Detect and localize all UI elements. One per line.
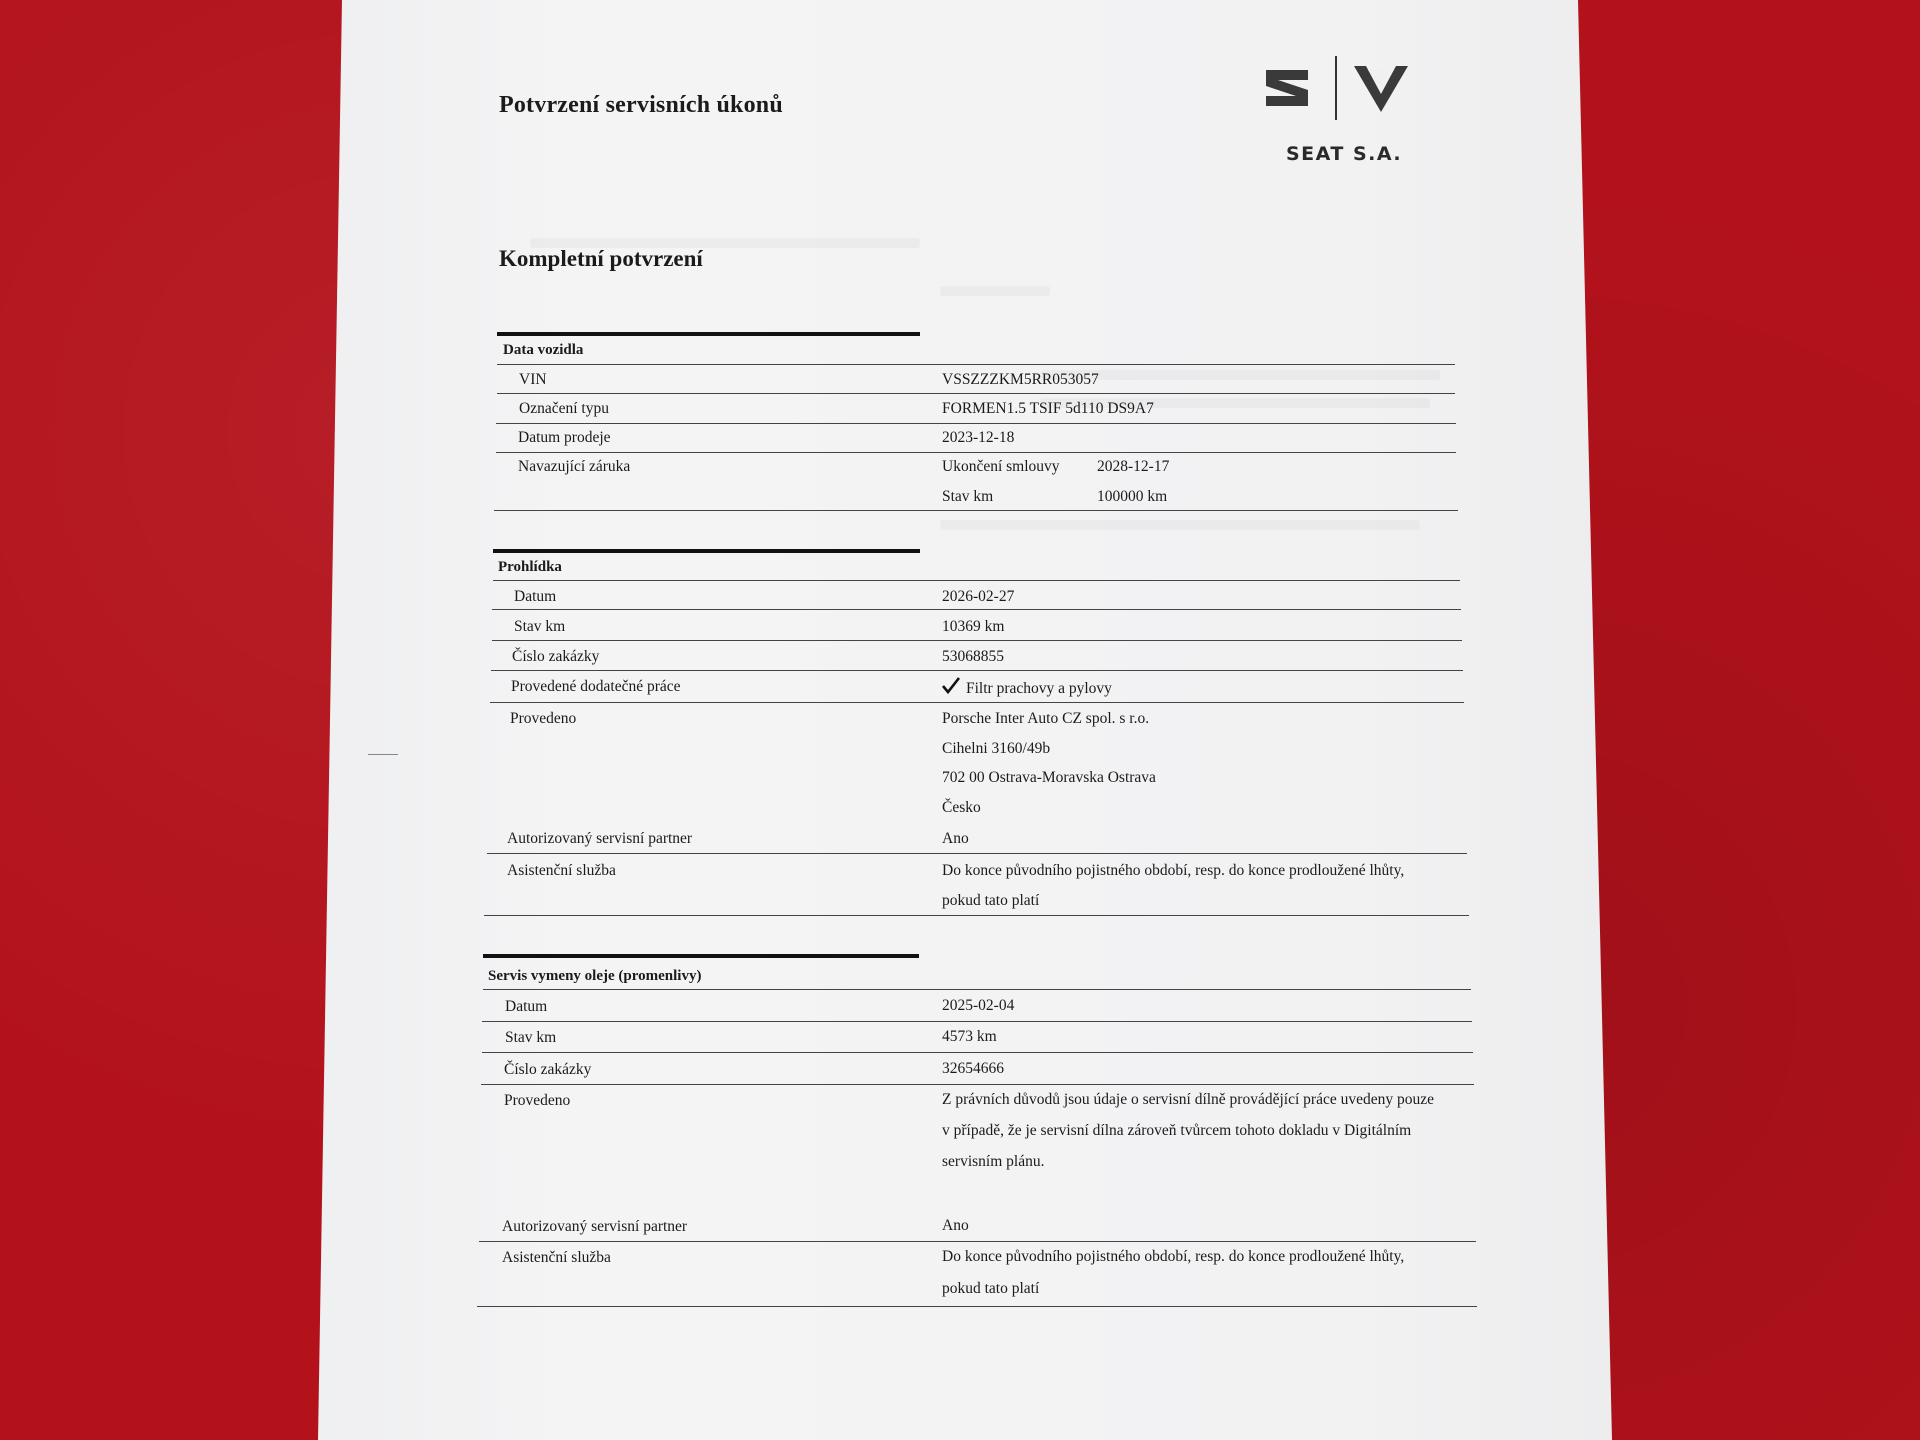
address-line: Cihelni 3160/49b — [942, 740, 1051, 757]
oil-order-label: Číslo zakázky — [504, 1061, 592, 1078]
address-line: Porsche Inter Auto CZ spol. s r.o. — [942, 710, 1150, 727]
section-rule — [493, 549, 920, 553]
vin-value: VSSZZZKM5RR053057 — [942, 371, 1099, 388]
row-divider — [497, 393, 1455, 394]
partner-label: Autorizovaný servisní partner — [507, 830, 693, 847]
extra-work-value: Filtr prachovy a pylovy — [966, 680, 1112, 697]
type-label: Označení typu — [519, 400, 609, 417]
inspection-order-value: 53068855 — [942, 648, 1004, 665]
oil-assist-label: Asistenční služba — [502, 1249, 611, 1266]
row-divider — [492, 640, 1462, 641]
inspection-date-value: 2026-02-27 — [942, 588, 1015, 605]
inspection-date-label: Datum — [514, 588, 557, 605]
partner-value: Ano — [942, 830, 969, 847]
subtitle: Kompletní potvrzení — [499, 246, 703, 271]
row-divider — [496, 423, 1456, 424]
oil-km-label: Stav km — [505, 1029, 557, 1046]
section-heading-vehicle: Data vozidla — [503, 342, 584, 358]
show-through — [940, 286, 1050, 296]
section-heading-inspection: Prohlídka — [498, 559, 562, 575]
margin-mark — [368, 754, 398, 755]
show-through — [1040, 370, 1440, 380]
inspection-km-label: Stav km — [514, 618, 566, 635]
logo-divider — [1335, 56, 1337, 120]
contract-end-label: Ukončení smlouvy — [942, 458, 1060, 475]
oil-assist-value: Do konce původního pojistného období, resp. do konce prodloužené lhůty, — [942, 1248, 1405, 1265]
row-divider — [490, 702, 1464, 703]
section-heading-oil: Servis vymeny oleje (promenlivy) — [488, 968, 702, 984]
legal-note-line: Z právních důvodů jsou údaje o servisní dílně provádějící práce uvedeny pouze — [942, 1091, 1434, 1108]
row-divider — [487, 853, 1467, 854]
vin-label: VIN — [519, 371, 547, 388]
sale-date-value: 2023-12-18 — [942, 429, 1015, 446]
row-divider — [494, 510, 1458, 511]
row-divider — [491, 670, 1463, 671]
oil-partner-label: Autorizovaný servisní partner — [502, 1218, 688, 1235]
section-rule — [483, 954, 919, 958]
row-divider — [477, 1306, 1477, 1307]
warranty-km-label: Stav km — [942, 488, 994, 505]
row-divider — [496, 452, 1456, 453]
sale-date-label: Datum prodeje — [518, 429, 611, 446]
row-divider — [481, 1084, 1474, 1085]
company-name: SEAT S.A. — [1286, 143, 1403, 165]
address-line: 702 00 Ostrava-Moravska Ostrava — [942, 769, 1156, 786]
row-divider — [484, 915, 1469, 916]
address-line: Česko — [942, 799, 981, 816]
oil-performed-label: Provedeno — [504, 1092, 571, 1109]
row-divider — [479, 1241, 1476, 1242]
contract-end-value: 2028-12-17 — [1097, 458, 1170, 475]
type-value: FORMEN1.5 TSIF 5d110 DS9A7 — [942, 400, 1154, 417]
oil-assist-value: pokud tato platí — [942, 1280, 1040, 1297]
oil-order-value: 32654666 — [942, 1060, 1004, 1077]
assist-value: Do konce původního pojistného období, resp. do konce prodloužené lhůty, — [942, 862, 1405, 879]
oil-date-value: 2025-02-04 — [942, 997, 1015, 1014]
row-divider — [493, 580, 1460, 581]
legal-note-line: servisním plánu. — [942, 1153, 1045, 1170]
assist-label: Asistenční služba — [507, 862, 616, 879]
checkmark-icon — [941, 676, 961, 696]
show-through — [940, 520, 1420, 530]
seat-logo-icon — [1264, 66, 1310, 110]
cupra-logo-icon — [1352, 64, 1410, 114]
inspection-km-value: 10369 km — [942, 618, 1005, 635]
section-rule — [497, 332, 920, 336]
warranty-km-value: 100000 km — [1097, 488, 1168, 505]
oil-date-label: Datum — [505, 998, 548, 1015]
oil-partner-value: Ano — [942, 1217, 969, 1234]
legal-note-line: v případě, že je servisní dílna zároveň tvůrcem tohoto dokladu v Digitálním — [942, 1122, 1412, 1139]
performed-label: Provedeno — [510, 710, 577, 727]
row-divider — [483, 989, 1471, 990]
row-divider — [492, 609, 1461, 610]
extra-work-label: Provedené dodatečné práce — [511, 678, 681, 695]
inspection-order-label: Číslo zakázky — [512, 648, 600, 665]
warranty-label: Navazující záruka — [518, 458, 631, 475]
row-divider — [482, 1021, 1472, 1022]
row-divider — [482, 1052, 1473, 1053]
row-divider — [497, 364, 1455, 365]
oil-km-value: 4573 km — [942, 1028, 997, 1045]
document-title: Potvrzení servisních úkonů — [499, 92, 783, 118]
assist-value: pokud tato platí — [942, 892, 1040, 909]
